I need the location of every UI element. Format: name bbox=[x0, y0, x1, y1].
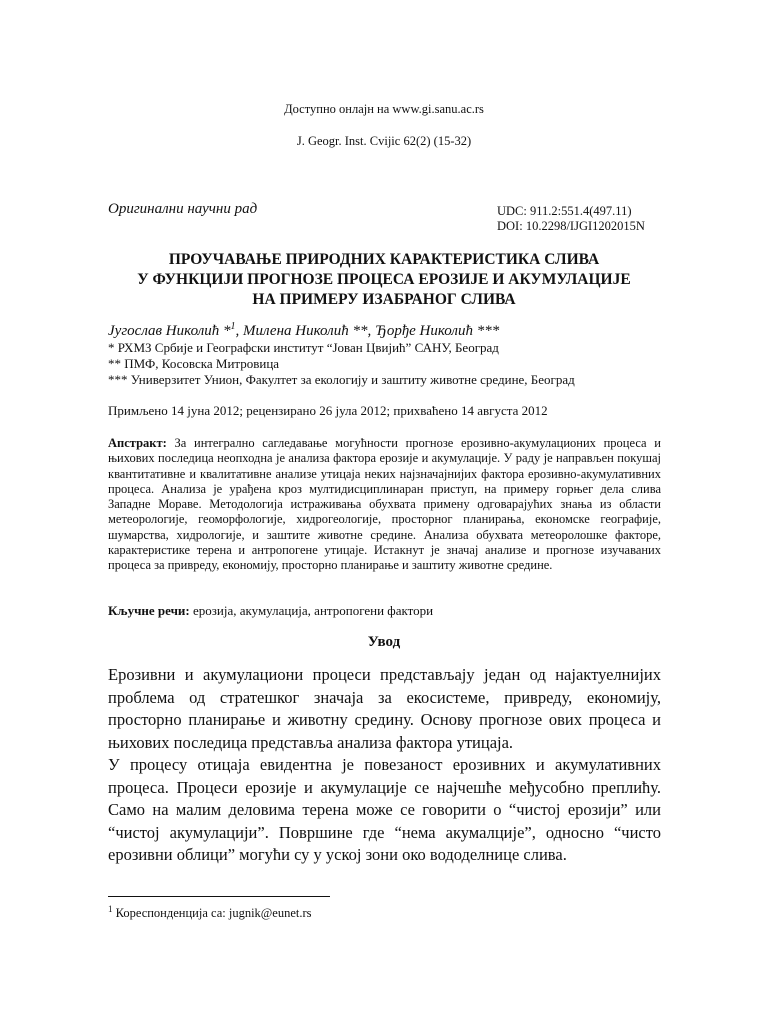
keywords bbox=[108, 603, 433, 619]
authors bbox=[108, 321, 499, 340]
doi: DOI: 10.2298/IJGI1202015N bbox=[497, 219, 645, 233]
affiliation-2: ** ПМФ, Косовска Митровица bbox=[108, 356, 280, 371]
abstract-label: Апстракт: bbox=[108, 436, 167, 450]
footnote-marker: 1 bbox=[108, 904, 113, 914]
affiliation-1: * РХМЗ Србије и Географски институт “Јован Цвијић” САНУ, Београд bbox=[108, 340, 499, 355]
journal-reference: J. Geogr. Inst. Cvijic 62(2) (15-32) bbox=[296, 134, 472, 148]
affiliation-3: *** Универзитет Унион, Факултет за екологију и заштиту животне средине, Београд bbox=[108, 372, 575, 387]
author-1: Југослав Николић * bbox=[108, 323, 231, 339]
paper-type: Оригинални научни рад bbox=[108, 201, 258, 217]
section-heading: Увод bbox=[367, 634, 401, 650]
title-line-2: У ФУНКЦИЈИ ПРОГНОЗЕ ПРОЦЕСА ЕРОЗИЈЕ И АКУМУЛАЦИЈЕ bbox=[137, 271, 631, 288]
availability-line: Доступно онлајн на www.gi.sanu.ac.rs bbox=[284, 102, 484, 116]
affiliations bbox=[108, 340, 575, 388]
footnote-ref: 1 bbox=[230, 321, 236, 332]
title-line-3: НА ПРИМЕРУ ИЗАБРАНОГ СЛИВА bbox=[252, 291, 516, 308]
keywords-label: Кључне речи: bbox=[108, 603, 190, 618]
paragraph-1: Ерозивни и акумулациони процеси представљају један од најактуелнијих проблема од стратешког значаја за екосистеме, привреду, економију, просторно планирање и животну средину. Основу прогнозе ових процеса и њихових последица представља анализа фактора утицаја. bbox=[108, 665, 661, 752]
footnote-text: Кореспонденција са: jugnik@eunet.rs bbox=[112, 906, 312, 921]
footnote-rule bbox=[108, 896, 330, 897]
title-line-1: ПРОУЧАВАЊЕ ПРИРОДНИХ КАРАКТЕРИСТИКА СЛИВА bbox=[168, 251, 600, 268]
keywords-text: ерозија, акумулација, антропогени фактори bbox=[189, 603, 434, 618]
abstract-text: За интегрално сагледавање могућности прогнозе ерозивно-акумулационих процеса и њихових последица неопходна је анализа фактора ерозије и акумулације. У раду је направљен покушај квантитативне и квалитативне анализе утицаја неких најзначајнијих фактора ерозивно-акумулативних процеса. Анализа је урађена кроз мултидисциплинаран приступ, на примеру горњег дела слива Западне Мораве. Методологија истраживања обухвата примену одговарајућих знања из области метеорологије, геоморфологије, хидрогеологије, просторног планирања, економске географије, шумарства, хидрологије, и заштите животне средине. Анализа обухвата метеоролошке факторе, карактеристике терена и антропогене утицаје. Истакнут је значај анализе и прогнозе изучаваних процеса за привреду, економију, просторно планирање и заштиту животне средине. bbox=[108, 436, 661, 573]
received-dates: Примљено 14 јуна 2012; рецензирано 26 јула 2012; прихваћено 14 августа 2012 bbox=[108, 403, 548, 418]
footnote bbox=[108, 904, 312, 921]
paragraph-2: У процесу отицаја евидентна је повезаност ерозивних и акумулативних процеса. Процеси ерозије и акумулације се најчешће међусобно преплићу. Само на малим деловима терена може се говорити о “чистој ерозији” или “чистој акумулацији”. Површине где “нема акумалције”, односно “чисто ерозивни облици” могући су у уској зони око вододелнице слива. bbox=[108, 755, 661, 864]
authors-rest: , Милена Николић **, Ђорђе Николић *** bbox=[235, 323, 500, 339]
udc-code: UDC: 911.2:551.4(497.11) bbox=[497, 204, 632, 218]
abstract bbox=[108, 436, 661, 574]
paper-title bbox=[0, 250, 768, 310]
